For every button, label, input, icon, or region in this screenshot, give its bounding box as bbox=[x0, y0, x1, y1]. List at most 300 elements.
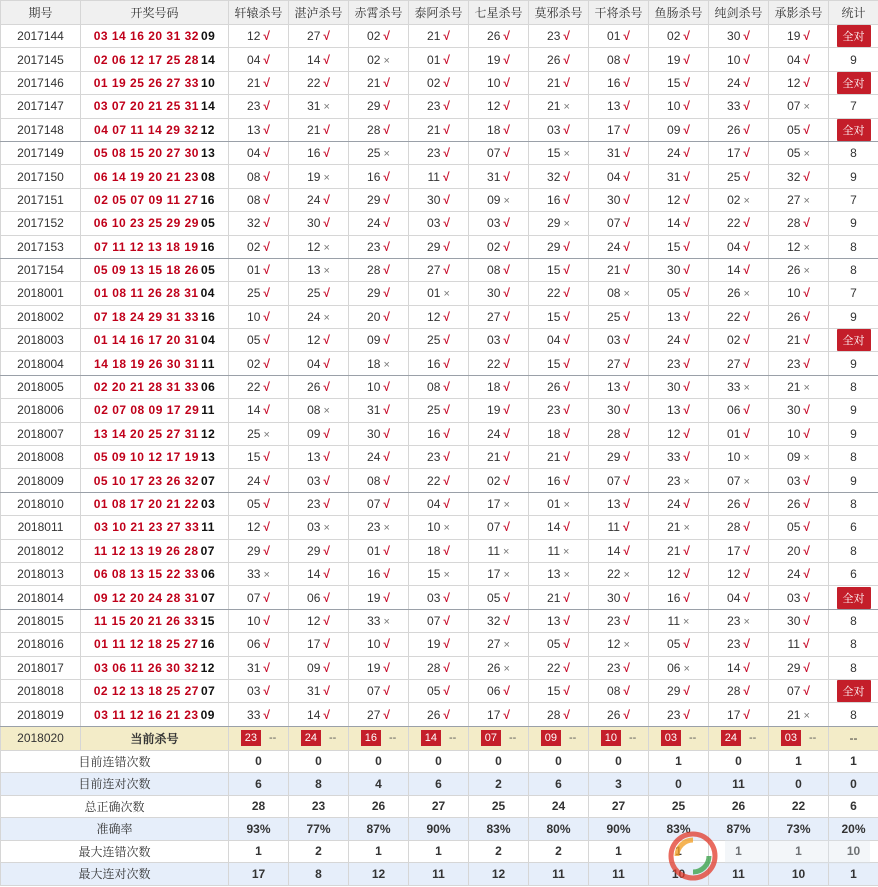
kill-number: 17 bbox=[727, 543, 741, 558]
check-mark-icon: √ bbox=[743, 497, 750, 511]
stat-count: 9 bbox=[850, 473, 857, 488]
kill-cell bbox=[589, 25, 649, 48]
check-mark-icon: √ bbox=[323, 192, 330, 207]
kill-number: 24 bbox=[727, 75, 741, 90]
summary-stat: 10 bbox=[829, 840, 878, 863]
kill-number: 19 bbox=[367, 660, 381, 675]
kill-cell bbox=[229, 141, 289, 164]
summary-value: 1 bbox=[709, 840, 769, 863]
check-mark-icon: √ bbox=[623, 122, 630, 137]
check-mark-icon: √ bbox=[743, 567, 750, 582]
kill-cell bbox=[589, 258, 649, 281]
check-mark-icon: √ bbox=[623, 543, 630, 558]
kill-cell bbox=[589, 141, 649, 164]
kill-cell bbox=[349, 305, 409, 328]
kill-cell bbox=[529, 188, 589, 211]
check-mark-icon: √ bbox=[443, 333, 450, 348]
kill-cell bbox=[469, 586, 529, 609]
summary-value: 0 bbox=[769, 773, 829, 796]
stat-count: 8 bbox=[850, 613, 857, 628]
table-row bbox=[1, 679, 878, 702]
kill-cell bbox=[709, 492, 769, 515]
kill-number: 21 bbox=[787, 380, 801, 395]
summary-value: 1 bbox=[409, 840, 469, 863]
check-mark-icon: √ bbox=[683, 590, 690, 605]
kill-number: 14 bbox=[247, 403, 261, 418]
draw-numbers-cell bbox=[81, 516, 229, 539]
current-dash: -- bbox=[688, 732, 697, 745]
kill-cell bbox=[409, 375, 469, 398]
kill-cell bbox=[529, 25, 589, 48]
kill-cell bbox=[769, 539, 829, 562]
summary-label: 总正确次数 bbox=[1, 795, 229, 818]
kill-number: 11 bbox=[427, 169, 440, 184]
blue-ball: 03 bbox=[200, 497, 216, 511]
check-mark-icon: √ bbox=[263, 52, 270, 67]
header-col: 鱼肠杀号 bbox=[649, 1, 709, 25]
kill-cell bbox=[649, 235, 709, 258]
kill-number: 05 bbox=[667, 286, 681, 301]
check-mark-icon: √ bbox=[563, 169, 570, 184]
draw-numbers-cell bbox=[81, 118, 229, 141]
kill-number: 03 bbox=[487, 333, 501, 348]
check-mark-icon: √ bbox=[323, 567, 330, 582]
check-mark-icon: √ bbox=[743, 637, 750, 652]
kill-cell bbox=[289, 703, 349, 726]
cross-mark-icon: × bbox=[803, 148, 810, 161]
stat-count: 9 bbox=[850, 356, 857, 371]
red-balls: 07 18 24 29 31 33 bbox=[93, 309, 199, 324]
kill-number: 07 bbox=[607, 473, 621, 488]
check-mark-icon: √ bbox=[563, 613, 570, 628]
summary-value: 12 bbox=[469, 863, 529, 886]
stat-cell bbox=[829, 48, 878, 71]
current-dash: -- bbox=[628, 732, 637, 745]
table-row bbox=[1, 212, 878, 235]
table-row bbox=[1, 305, 878, 328]
period-cell: 2018008 bbox=[1, 446, 81, 469]
kill-number: 16 bbox=[427, 426, 441, 441]
kill-number: 12 bbox=[607, 637, 621, 652]
draw-numbers-cell bbox=[81, 258, 229, 281]
check-mark-icon: √ bbox=[383, 426, 390, 441]
cross-mark-icon: × bbox=[443, 569, 450, 582]
stat-cell bbox=[829, 305, 878, 328]
kill-cell bbox=[229, 165, 289, 188]
kill-cell bbox=[349, 539, 409, 562]
kill-cell bbox=[649, 25, 709, 48]
check-mark-icon: √ bbox=[323, 356, 330, 371]
summary-value: 11 bbox=[709, 863, 769, 886]
kill-cell bbox=[229, 609, 289, 632]
summary-value: 2 bbox=[529, 840, 589, 863]
table-row bbox=[1, 118, 878, 141]
check-mark-icon: √ bbox=[563, 380, 570, 395]
check-mark-icon: √ bbox=[443, 356, 450, 371]
kill-number: 30 bbox=[367, 426, 381, 441]
period-cell: 2018009 bbox=[1, 469, 81, 492]
stat-count: 9 bbox=[850, 52, 857, 67]
check-mark-icon: √ bbox=[683, 497, 690, 511]
kill-number: 04 bbox=[727, 590, 741, 605]
kill-number: 22 bbox=[727, 309, 741, 324]
kill-number: 01 bbox=[427, 52, 441, 67]
kill-cell bbox=[589, 656, 649, 679]
header-period: 期号 bbox=[1, 1, 81, 25]
stat-count: 9 bbox=[850, 309, 857, 324]
check-mark-icon: √ bbox=[383, 660, 390, 675]
stat-cell bbox=[829, 118, 878, 141]
kill-number: 23 bbox=[667, 473, 681, 488]
kill-number: 28 bbox=[607, 426, 621, 441]
check-mark-icon: √ bbox=[443, 543, 450, 558]
check-mark-icon: √ bbox=[803, 520, 810, 535]
kill-cell bbox=[649, 446, 709, 469]
check-mark-icon: √ bbox=[443, 660, 450, 675]
kill-cell bbox=[229, 71, 289, 94]
blue-ball: 06 bbox=[200, 380, 216, 395]
kill-number: 31 bbox=[367, 403, 381, 418]
current-kill-cell bbox=[529, 726, 589, 750]
check-mark-icon: √ bbox=[623, 52, 630, 67]
check-mark-icon: √ bbox=[563, 450, 570, 465]
kill-cell bbox=[769, 516, 829, 539]
kill-number: 19 bbox=[487, 52, 501, 67]
check-mark-icon: √ bbox=[743, 356, 750, 371]
red-balls: 02 06 12 17 25 28 bbox=[93, 52, 199, 67]
stat-cell bbox=[829, 609, 878, 632]
kill-cell bbox=[589, 95, 649, 118]
period-cell: 2017153 bbox=[1, 235, 81, 258]
check-mark-icon: √ bbox=[443, 216, 450, 231]
kill-number: 11 bbox=[547, 543, 561, 558]
check-mark-icon: √ bbox=[442, 169, 450, 184]
kill-number: 01 bbox=[607, 29, 621, 44]
check-mark-icon: √ bbox=[383, 29, 390, 44]
check-mark-icon: √ bbox=[683, 380, 690, 395]
kill-cell bbox=[289, 516, 349, 539]
kill-number: 26 bbox=[727, 122, 741, 137]
kill-cell bbox=[769, 141, 829, 164]
stat-cell bbox=[829, 375, 878, 398]
kill-cell bbox=[289, 188, 349, 211]
kill-number: 12 bbox=[307, 239, 321, 254]
kill-number: 23 bbox=[727, 637, 741, 652]
stat-cell bbox=[829, 539, 878, 562]
kill-number: 26 bbox=[487, 29, 501, 44]
kill-cell bbox=[289, 165, 349, 188]
summary-value: 10 bbox=[769, 863, 829, 886]
period-cell: 2018010 bbox=[1, 492, 81, 515]
kill-number: 25 bbox=[427, 333, 441, 348]
cross-mark-icon: × bbox=[503, 545, 510, 558]
check-mark-icon: √ bbox=[803, 567, 810, 582]
kill-cell bbox=[289, 305, 349, 328]
kill-number: 09 bbox=[787, 450, 801, 465]
kill-number: 15 bbox=[547, 309, 561, 324]
kill-number: 29 bbox=[787, 660, 801, 675]
check-mark-icon: √ bbox=[683, 286, 690, 301]
kill-number: 22 bbox=[727, 216, 741, 231]
kill-cell bbox=[709, 656, 769, 679]
kill-cell bbox=[709, 258, 769, 281]
check-mark-icon: √ bbox=[503, 99, 510, 114]
red-balls: 06 10 23 25 29 29 bbox=[93, 216, 199, 231]
kill-cell bbox=[229, 25, 289, 48]
kill-cell bbox=[229, 422, 289, 445]
draw-numbers-cell bbox=[81, 469, 229, 492]
kill-cell bbox=[289, 656, 349, 679]
kill-cell bbox=[529, 586, 589, 609]
kill-number: 01 bbox=[547, 497, 561, 511]
check-mark-icon: √ bbox=[623, 684, 630, 699]
current-kill-number: 03 bbox=[781, 730, 801, 746]
kill-number: 21 bbox=[547, 99, 561, 114]
kill-number: 22 bbox=[307, 75, 321, 90]
red-balls: 05 09 10 12 17 19 bbox=[93, 450, 199, 465]
summary-value: 27 bbox=[409, 795, 469, 818]
cross-mark-icon: × bbox=[323, 405, 330, 418]
kill-cell bbox=[709, 422, 769, 445]
kill-number: 21 bbox=[667, 543, 681, 558]
check-mark-icon: √ bbox=[443, 122, 450, 137]
check-mark-icon: √ bbox=[623, 99, 630, 114]
kill-cell bbox=[649, 422, 709, 445]
kill-number: 21 bbox=[427, 29, 441, 44]
kill-cell bbox=[229, 469, 289, 492]
check-mark-icon: √ bbox=[263, 239, 270, 254]
check-mark-icon: √ bbox=[683, 567, 690, 582]
kill-number: 17 bbox=[307, 637, 321, 652]
kill-number: 28 bbox=[787, 216, 801, 231]
check-mark-icon: √ bbox=[263, 543, 270, 558]
cross-mark-icon: × bbox=[563, 101, 570, 114]
period-cell: 2018006 bbox=[1, 399, 81, 422]
kill-number: 12 bbox=[667, 426, 681, 441]
check-mark-icon: √ bbox=[443, 146, 450, 161]
kill-number: 32 bbox=[487, 613, 501, 628]
kill-cell bbox=[709, 141, 769, 164]
kill-cell bbox=[349, 212, 409, 235]
stat-cell bbox=[829, 141, 878, 164]
kill-number: 05 bbox=[787, 122, 801, 137]
kill-cell bbox=[649, 609, 709, 632]
kill-number: 03 bbox=[547, 122, 561, 137]
kill-cell bbox=[289, 282, 349, 305]
blue-ball: 16 bbox=[200, 309, 216, 324]
current-kill-cell bbox=[349, 726, 409, 750]
kill-cell bbox=[289, 71, 349, 94]
summary-value: 26 bbox=[709, 795, 769, 818]
draw-numbers-cell bbox=[81, 48, 229, 71]
table-row bbox=[1, 656, 878, 679]
summary-value: 0 bbox=[469, 750, 529, 773]
check-mark-icon: √ bbox=[383, 543, 390, 558]
kill-number: 30 bbox=[607, 192, 621, 207]
red-balls: 03 06 11 26 30 32 bbox=[94, 660, 199, 675]
check-mark-icon: √ bbox=[323, 684, 330, 699]
table-row bbox=[1, 95, 878, 118]
kill-number: 23 bbox=[667, 707, 681, 722]
check-mark-icon: √ bbox=[443, 684, 450, 699]
kill-number: 31 bbox=[667, 169, 681, 184]
kill-number: 23 bbox=[667, 356, 681, 371]
kill-number: 21 bbox=[547, 590, 561, 605]
cross-mark-icon: × bbox=[743, 288, 750, 301]
kill-number: 16 bbox=[547, 192, 561, 207]
kill-cell bbox=[529, 469, 589, 492]
table-row bbox=[1, 48, 878, 71]
check-mark-icon: √ bbox=[443, 380, 450, 395]
red-balls: 09 12 20 24 28 31 bbox=[93, 590, 199, 605]
check-mark-icon: √ bbox=[383, 380, 390, 395]
stat-cell bbox=[829, 399, 878, 422]
kill-number: 04 bbox=[787, 52, 801, 67]
check-mark-icon: √ bbox=[383, 239, 390, 254]
kill-cell bbox=[409, 703, 469, 726]
kill-cell bbox=[349, 422, 409, 445]
check-mark-icon: √ bbox=[443, 497, 450, 511]
kill-number: 11 bbox=[667, 613, 681, 628]
check-mark-icon: √ bbox=[683, 146, 690, 161]
check-mark-icon: √ bbox=[383, 637, 390, 652]
cross-mark-icon: × bbox=[323, 171, 330, 184]
kill-number: 06 bbox=[487, 684, 501, 699]
kill-cell bbox=[529, 516, 589, 539]
red-balls: 07 11 12 13 18 19 bbox=[94, 239, 199, 254]
current-kill-cell bbox=[469, 726, 529, 750]
kill-cell bbox=[409, 329, 469, 352]
check-mark-icon: √ bbox=[683, 239, 690, 254]
check-mark-icon: √ bbox=[743, 684, 750, 699]
kill-number: 20 bbox=[367, 309, 381, 324]
kill-cell bbox=[649, 118, 709, 141]
kill-cell bbox=[649, 703, 709, 726]
check-mark-icon: √ bbox=[503, 613, 510, 628]
draw-numbers-cell bbox=[81, 633, 229, 656]
check-mark-icon: √ bbox=[383, 122, 390, 137]
kill-number: 22 bbox=[487, 356, 501, 371]
kill-cell bbox=[349, 399, 409, 422]
kill-cell bbox=[289, 539, 349, 562]
check-mark-icon: √ bbox=[743, 75, 750, 90]
kill-cell bbox=[709, 703, 769, 726]
check-mark-icon: √ bbox=[503, 52, 510, 67]
kill-cell bbox=[649, 492, 709, 515]
check-mark-icon: √ bbox=[623, 450, 630, 465]
kill-cell bbox=[769, 329, 829, 352]
summary-value: 8 bbox=[289, 863, 349, 886]
kill-number: 30 bbox=[307, 216, 321, 231]
kill-cell bbox=[529, 282, 589, 305]
summary-row bbox=[1, 818, 878, 841]
cross-mark-icon: × bbox=[383, 148, 390, 161]
kill-cell bbox=[409, 562, 469, 585]
kill-cell bbox=[409, 516, 469, 539]
kill-number: 21 bbox=[307, 122, 321, 137]
kill-cell bbox=[469, 118, 529, 141]
check-mark-icon: √ bbox=[803, 122, 810, 137]
check-mark-icon: √ bbox=[443, 473, 450, 488]
all-correct-badge: 全对 bbox=[837, 329, 871, 351]
draw-numbers-cell bbox=[81, 329, 229, 352]
check-mark-icon: √ bbox=[503, 263, 510, 278]
check-mark-icon: √ bbox=[743, 660, 750, 675]
header-col: 泰阿杀号 bbox=[409, 1, 469, 25]
check-mark-icon: √ bbox=[323, 216, 330, 231]
kill-number: 23 bbox=[307, 497, 321, 511]
check-mark-icon: √ bbox=[263, 520, 270, 535]
kill-cell bbox=[709, 165, 769, 188]
summary-label: 最大连对次数 bbox=[1, 863, 229, 886]
kill-cell bbox=[349, 446, 409, 469]
period-cell: 2017144 bbox=[1, 25, 81, 48]
kill-number: 03 bbox=[307, 473, 321, 488]
blue-ball: 04 bbox=[200, 333, 216, 348]
kill-cell bbox=[409, 95, 469, 118]
kill-cell bbox=[709, 352, 769, 375]
kill-number: 18 bbox=[367, 356, 381, 371]
check-mark-icon: √ bbox=[263, 684, 270, 699]
check-mark-icon: √ bbox=[503, 146, 510, 161]
check-mark-icon: √ bbox=[623, 660, 630, 675]
kill-cell bbox=[589, 422, 649, 445]
period-cell: 2018004 bbox=[1, 352, 81, 375]
draw-numbers-cell bbox=[81, 562, 229, 585]
kill-number: 10 bbox=[427, 520, 441, 535]
kill-cell bbox=[289, 399, 349, 422]
check-mark-icon: √ bbox=[503, 380, 510, 395]
kill-cell bbox=[349, 258, 409, 281]
kill-cell bbox=[589, 703, 649, 726]
kill-number: 23 bbox=[547, 29, 561, 44]
kill-cell bbox=[229, 492, 289, 515]
kill-cell bbox=[229, 258, 289, 281]
kill-cell bbox=[469, 188, 529, 211]
draw-numbers-cell bbox=[81, 212, 229, 235]
check-mark-icon: √ bbox=[563, 590, 570, 605]
kill-number: 26 bbox=[787, 497, 801, 511]
check-mark-icon: √ bbox=[383, 169, 390, 184]
kill-number: 01 bbox=[247, 263, 261, 278]
current-dash: -- bbox=[388, 732, 397, 745]
summary-value: 6 bbox=[229, 773, 289, 796]
kill-number: 30 bbox=[607, 590, 621, 605]
kill-cell bbox=[409, 446, 469, 469]
kill-number: 05 bbox=[547, 637, 561, 652]
kill-number: 02 bbox=[487, 473, 501, 488]
red-balls: 03 14 16 20 31 32 bbox=[93, 29, 199, 44]
kill-number: 26 bbox=[487, 660, 501, 675]
kill-number: 23 bbox=[367, 520, 381, 535]
draw-numbers-cell bbox=[81, 609, 229, 632]
stat-count: 7 bbox=[850, 99, 857, 114]
kill-cell bbox=[469, 235, 529, 258]
kill-number: 23 bbox=[727, 613, 741, 628]
check-mark-icon: √ bbox=[683, 543, 690, 558]
kill-cell bbox=[289, 586, 349, 609]
kill-number: 04 bbox=[547, 333, 561, 348]
draw-numbers-cell bbox=[81, 446, 229, 469]
red-balls: 01 08 11 26 28 31 bbox=[94, 286, 199, 301]
kill-cell bbox=[469, 492, 529, 515]
kill-number: 07 bbox=[787, 99, 801, 114]
kill-number: 28 bbox=[727, 520, 741, 535]
table-row bbox=[1, 609, 878, 632]
check-mark-icon: √ bbox=[443, 52, 450, 67]
summary-row bbox=[1, 840, 878, 863]
red-balls: 05 09 13 15 18 26 bbox=[93, 263, 199, 278]
